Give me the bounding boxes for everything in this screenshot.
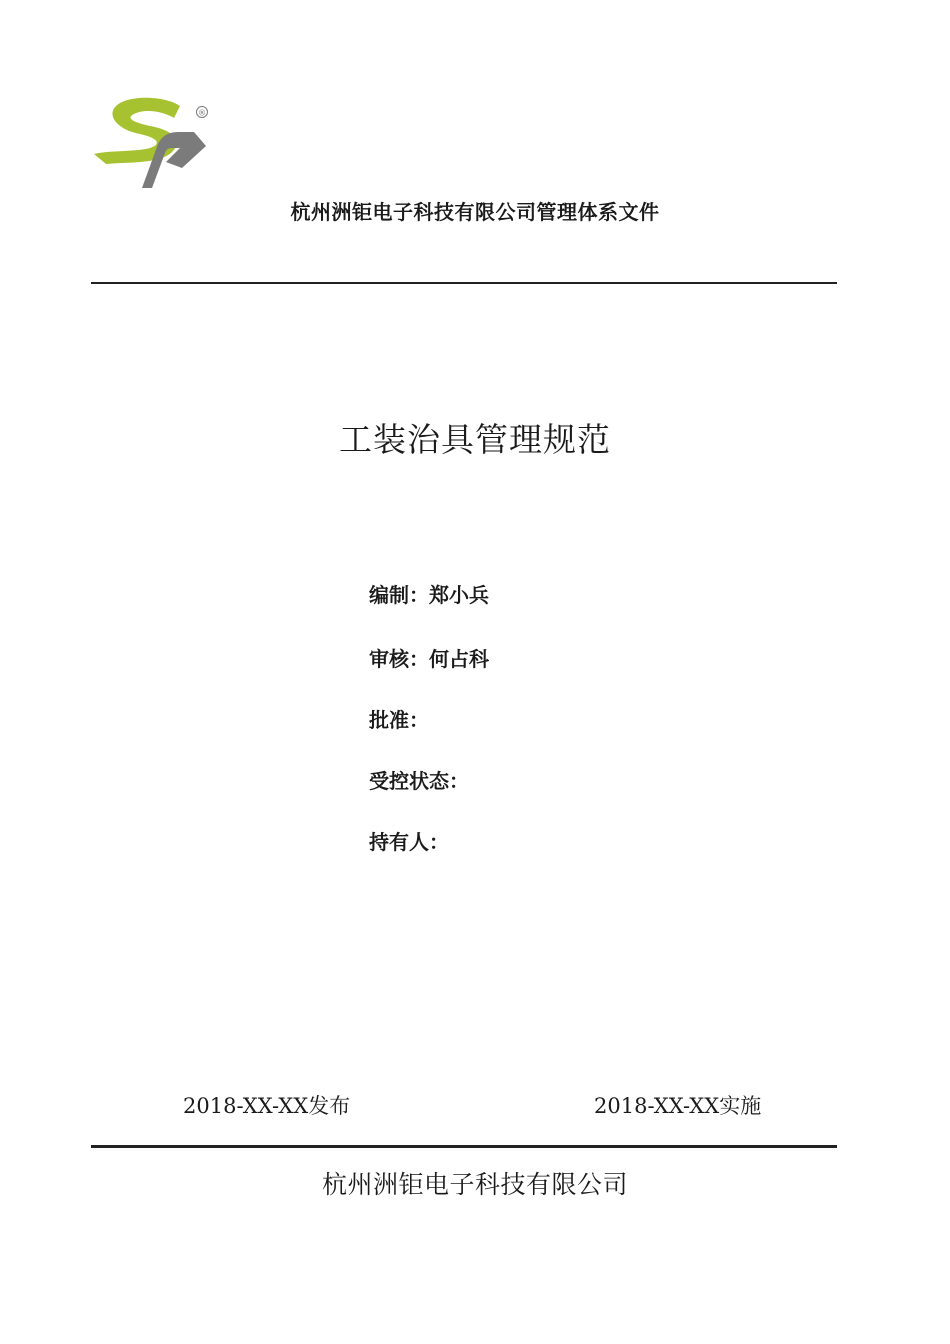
- document-title: 工装治具管理规范: [339, 420, 611, 459]
- approval-row-control-status: [369, 765, 469, 794]
- logo-s-shape: [94, 98, 180, 164]
- footer-divider: [91, 1145, 837, 1148]
- approval-row-reviewed: [369, 643, 489, 672]
- effective-date: 2018-XX-XX实施: [594, 1094, 762, 1118]
- approval-row-compiled: [369, 579, 489, 608]
- company-logo-icon: [88, 92, 213, 192]
- header-divider: [91, 282, 837, 284]
- approval-label: 受控状态：: [369, 769, 469, 793]
- issue-date: 2018-XX-XX发布: [183, 1094, 351, 1118]
- approval-value: 郑小兵: [429, 583, 489, 607]
- approval-label: 编制：: [369, 583, 429, 607]
- approval-label: 审核：: [369, 647, 429, 671]
- approval-label: 批准：: [369, 708, 429, 732]
- registered-mark: ®: [198, 108, 206, 118]
- company-name: 杭州洲钜电子科技有限公司: [321, 1170, 628, 1199]
- approval-value: 何占科: [429, 647, 489, 671]
- document-series-title: 杭州洲钜电子科技有限公司管理体系文件: [290, 200, 660, 224]
- approval-label: 持有人：: [369, 830, 449, 854]
- approval-row-holder: [369, 826, 449, 855]
- approval-row-approved: [369, 704, 429, 733]
